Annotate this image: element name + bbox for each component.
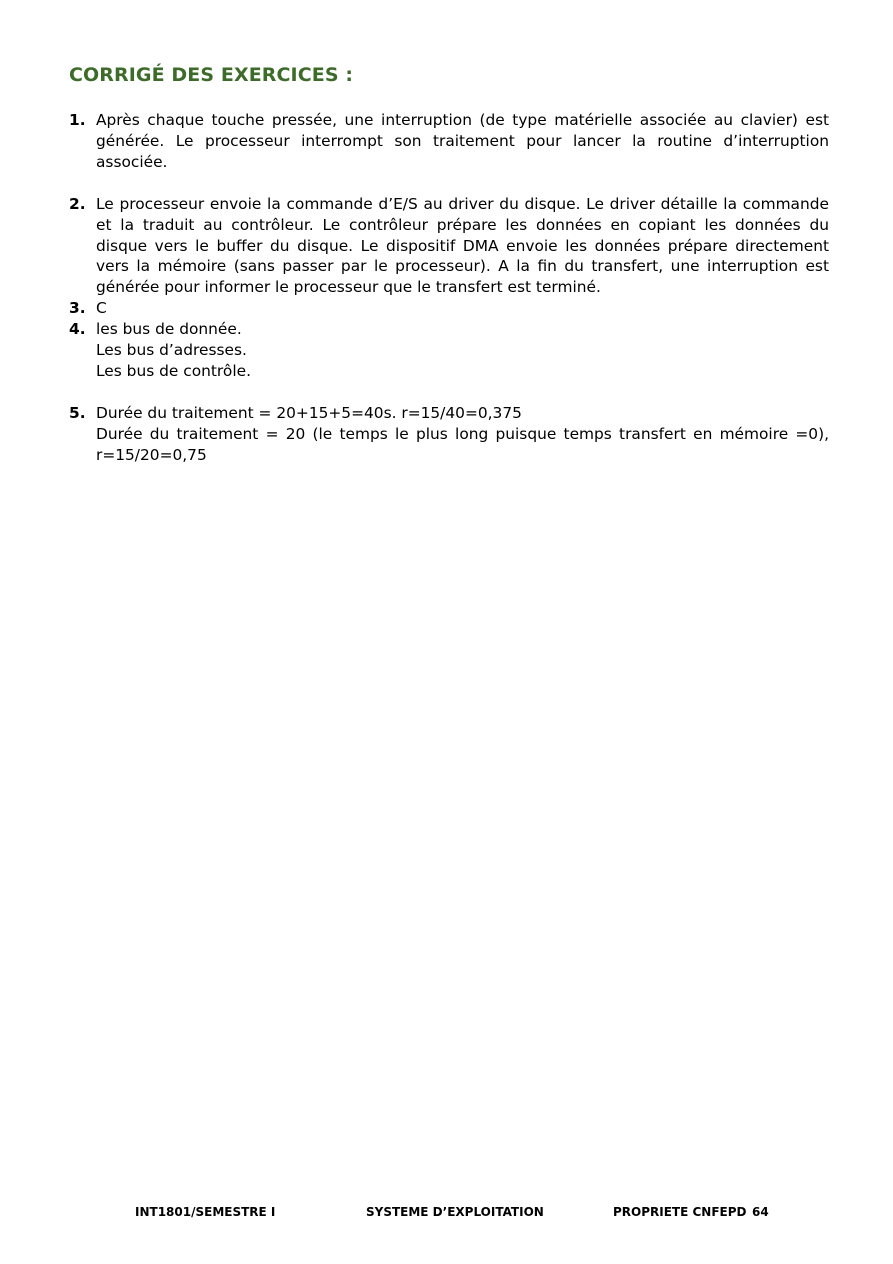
answer-text: Le processeur envoie la commande d’E/S au driver du disque. Le driver détaille la commande et la traduit au contrôleur. Le contrôleur prépare les données en copiant les données du disque vers le buffer du disque. Le dispositif DMA envoie les données prépare directement vers la mémoire (sans passer par le processeur). A la fin du transfert, une interruption est générée pour informer le processeur que le transfert est terminé. <box>96 195 829 297</box>
answer-number: 5. <box>69 404 86 422</box>
answer-item-2 <box>69 194 829 298</box>
footer-owner: PROPRIETE CNFEPD <box>613 1205 747 1219</box>
answer-line: Les bus d’adresses. <box>96 340 247 359</box>
answer-item-4 <box>69 319 829 381</box>
answer-item-5 <box>69 403 829 465</box>
answer-text: Après chaque touche pressée, une interruption (de type matérielle associée au clavier) est générée. Le processeur interrompt son traitement pour lancer la routine d’interruption associée. <box>96 111 829 171</box>
answer-number: 1. <box>69 111 86 129</box>
answer-text: C <box>96 299 107 317</box>
answer-item-1 <box>69 110 829 172</box>
answer-list <box>96 319 829 381</box>
footer-subject: SYSTEME D’EXPLOITATION <box>366 1205 544 1219</box>
answer-line: les bus de donnée. <box>96 320 242 338</box>
answer-number: 4. <box>69 320 86 338</box>
answer-line: Durée du traitement = 20+15+5=40s. r=15/40=0,375 <box>96 404 522 422</box>
answer-number: 2. <box>69 195 86 213</box>
page-title: CORRIGÉ DES EXERCICES : <box>69 64 354 86</box>
answer-line: Durée du traitement = 20 (le temps le plus long puisque temps transfert en mémoire =0), r=15/20=0,75 <box>96 424 829 464</box>
answer-item-3 <box>69 298 829 319</box>
answer-number: 3. <box>69 299 86 317</box>
answer-text <box>96 403 829 465</box>
page-number: 64 <box>752 1205 769 1219</box>
answer-line: Les bus de contrôle. <box>96 361 251 380</box>
footer-course: INT1801/SEMESTRE I <box>135 1205 276 1219</box>
